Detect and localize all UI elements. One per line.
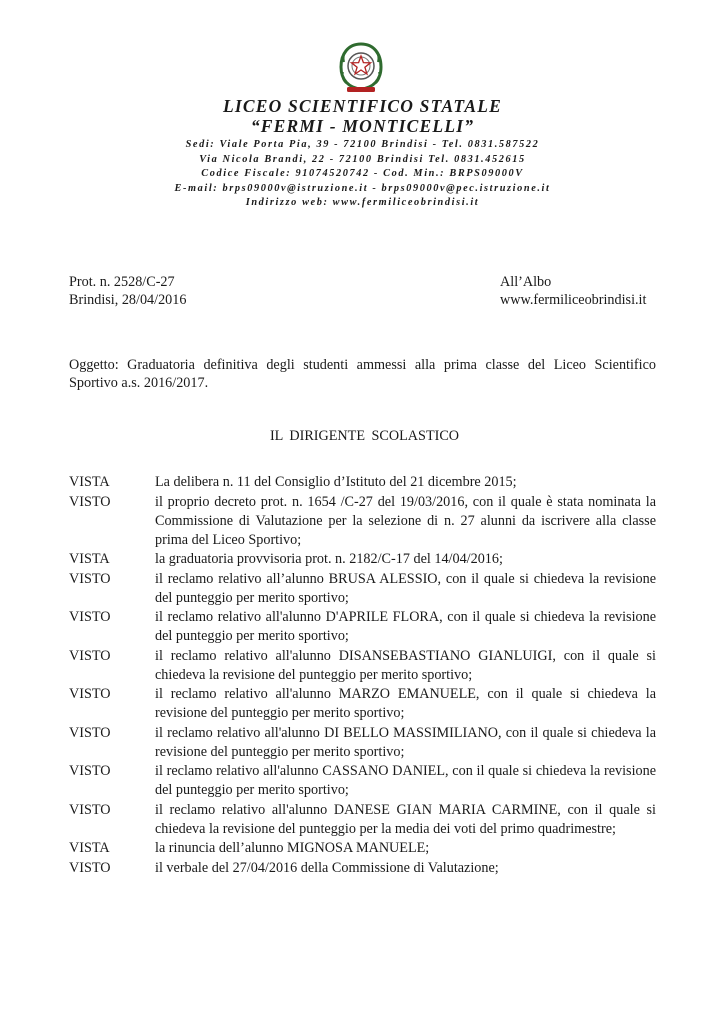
list-item [69,724,656,762]
list-item [69,762,656,800]
premise-key: VISTO [69,859,111,876]
premise-key: VISTA [69,474,110,490]
premise-key: VISTO [69,724,111,741]
premise-text: il verbale del 27/04/2016 della Commissione di Valutazione; [155,859,499,876]
premise-key: VISTO [69,570,111,587]
list-item [69,839,656,858]
list-item [69,608,656,646]
premise-key: VISTA [69,551,110,567]
premise-text: il reclamo relativo all'alunno MARZO EMANUELE, con il quale si chiedeva la revisione del punteggio per merito sportivo; [155,686,656,721]
section-heading: IL DIRIGENTE SCOLASTICO [269,428,460,444]
subject [69,356,656,392]
premise-text: il reclamo relativo all'alunno DANESE GIAN MARIA CARMINE, con il quale si chiedeva la revisione del punteggio per la media dei voti del primo quadrimestre; [155,801,656,837]
premise-text: la rinuncia dell’alunno MIGNOSA MANUELE; [155,840,430,856]
premise-text: La delibera n. 11 del Consiglio d’Istituto del 21 dicembre 2015; [155,474,517,490]
school-name: LICEO SCIENTIFICO STATALE [223,96,502,116]
premise-text: il reclamo relativo all'alunno DI BELLO MASSIMILIANO, con il quale si chiedeva la revisione del punteggio per merito sportivo; [155,724,656,760]
list-item [69,493,656,550]
premise-text: il reclamo relativo all'alunno D'APRILE FLORA, con il quale si chiedeva la revisione del punteggio per merito sportivo; [155,609,656,644]
premise-text: il reclamo relativo all'alunno CASSANO DANIEL, con il quale si chiedeva la revisione del punteggio per merito sportivo; [155,763,656,798]
premise-key: VISTO [69,493,111,510]
school-subname: “FERMI - MONTICELLI” [250,116,475,136]
subject-line-1: Oggetto: Graduatoria definitiva degli studenti ammessi alla prima classe del Liceo Scientifico [69,357,656,373]
recipient: All’Albo [500,274,552,290]
premise-text: il reclamo relativo all’alunno BRUSA ALESSIO, con il quale si chiedeva la revisione del punteggio per merito sportivo; [155,570,656,606]
list-item [69,685,656,723]
list-item [69,550,656,569]
header-tax-code-line: Codice Fiscale: 91074520742 - Cod. Min.: BRPS09000V [201,168,524,179]
list-item [69,570,656,608]
header-email-line: E-mail: brps09000v@istruzione.it - brps09000v@pec.istruzione.it [174,183,551,194]
protocol-number: Prot. n. 2528/C-27 [69,274,175,290]
premise-key: VISTO [69,609,111,625]
premises-list [69,473,656,878]
premise-key: VISTO [69,763,111,779]
premise-text: il reclamo relativo all'alunno DISANSEBASTIANO GIANLUIGI, con il quale si chiedeva la revisione del punteggio per merito sportivo; [155,647,656,683]
header-web-line: Indirizzo web: www.fermiliceobrindisi.it [245,197,480,208]
header-address-line-2: Via Nicola Brandi, 22 - 72100 Brindisi Tel. 0831.452615 [199,154,526,165]
website: www.fermiliceobrindisi.it [500,292,647,308]
premise-key: VISTO [69,647,111,664]
subject-line-2: Sportivo a.s. 2016/2017. [69,375,209,391]
premise-key: VISTO [69,801,111,818]
list-item [69,801,656,839]
header-address-line: Sedi: Viale Porta Pia, 39 - 72100 Brindisi - Tel. 0831.587522 [185,139,540,150]
place-date: Brindisi, 28/04/2016 [69,292,187,308]
premise-key: VISTA [69,840,110,856]
list-item [69,473,656,492]
premise-text: la graduatoria provvisoria prot. n. 2182/C-17 del 14/04/2016; [155,551,503,567]
list-item [69,647,656,685]
premise-text: il proprio decreto prot. n. 1654 /C-27 del 19/03/2016, con il quale è stata nominata la Commissione di Valutazione per la selezione di n. 27 alunni da iscrivere alla classe prima del Liceo Sportivo; [155,493,656,548]
italian-republic-emblem-icon [338,42,384,96]
list-item [69,859,656,878]
premise-key: VISTO [69,686,111,702]
